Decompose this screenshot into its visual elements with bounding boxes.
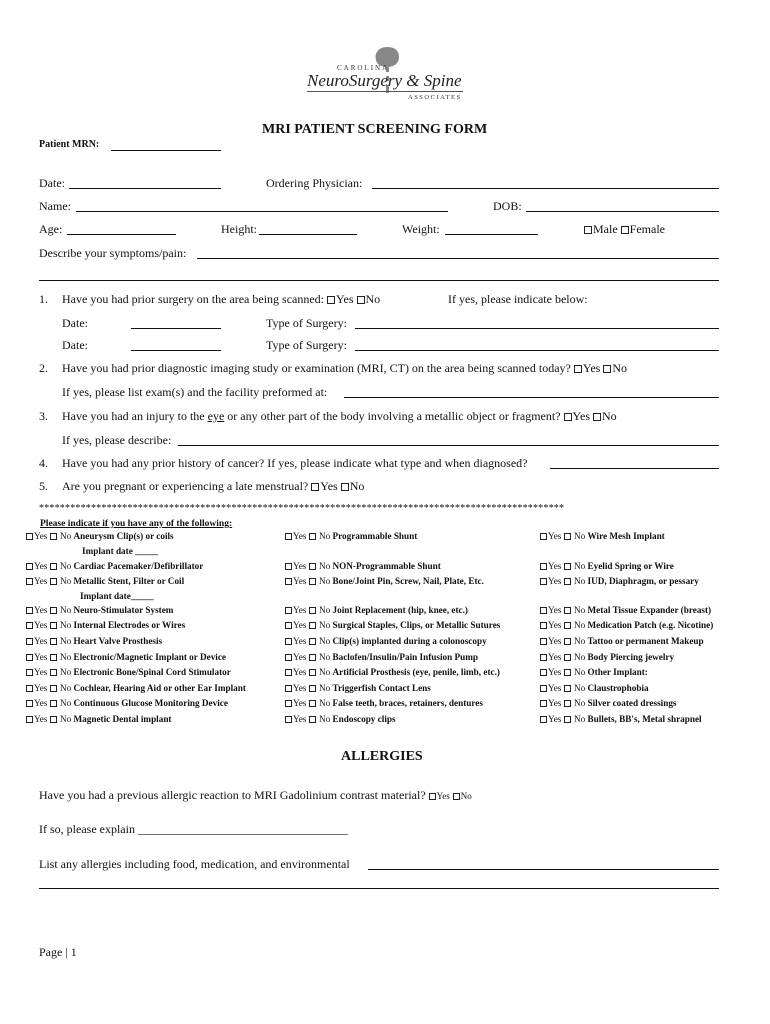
allergy-no-label: No — [460, 791, 472, 801]
q3-eye: eye — [207, 409, 225, 423]
checklist-col3-item — [540, 605, 711, 615]
checklist-col1-label: Cochlear, Hearing Aid or other Ear Implant — [73, 683, 246, 693]
q2-followup-field[interactable] — [344, 397, 719, 398]
q3-followup-field[interactable] — [178, 445, 719, 446]
no-checkbox[interactable] — [564, 622, 571, 629]
ordering-physician-field[interactable] — [372, 188, 719, 189]
no-checkbox[interactable] — [564, 533, 571, 540]
q2-no-label: No — [612, 361, 628, 375]
no-label: No — [318, 683, 331, 693]
symptoms-field[interactable] — [197, 258, 719, 259]
yes-checkbox[interactable] — [540, 685, 547, 692]
ordering-physician-label: Ordering Physician: — [266, 176, 363, 190]
implant-date-2[interactable]: Implant date_____ — [80, 591, 154, 601]
yes-label: Yes — [34, 620, 48, 630]
allergy-explain[interactable]: If so, please explain ___________________________________ — [39, 822, 348, 836]
checklist-col1-item — [26, 698, 228, 708]
checklist-col2-item — [285, 636, 487, 646]
checklist-col3-item — [540, 576, 699, 586]
allergies-heading: ALLERGIES — [341, 749, 423, 764]
q2-question: Have you had prior diagnostic imaging study or examination (MRI, CT) on the area being scanned today? — [62, 361, 571, 375]
no-checkbox[interactable] — [309, 578, 316, 585]
q5-number: 5. — [39, 479, 48, 493]
yes-checkbox[interactable] — [285, 700, 292, 707]
logo-divider — [307, 91, 463, 92]
yes-checkbox[interactable] — [540, 533, 547, 540]
yes-checkbox[interactable] — [285, 563, 292, 570]
no-label: No — [59, 698, 72, 708]
q4-number: 4. — [39, 456, 48, 470]
yes-checkbox[interactable] — [285, 669, 292, 676]
checklist-col3-label: Metal Tissue Expander (breast) — [587, 605, 712, 615]
yes-label: Yes — [293, 605, 307, 615]
no-label: No — [318, 620, 331, 630]
checklist-col3-label: Other Implant: — [587, 667, 648, 677]
q3-yes-checkbox[interactable] — [564, 413, 572, 421]
no-label: No — [573, 714, 586, 724]
q1-yes-label: Yes — [336, 292, 354, 306]
allergy-list-field[interactable] — [368, 869, 719, 870]
yes-label: Yes — [293, 576, 307, 586]
checklist-col1-label: Magnetic Dental implant — [73, 714, 172, 724]
no-label: No — [59, 652, 72, 662]
no-checkbox[interactable] — [309, 669, 316, 676]
yes-checkbox[interactable] — [285, 638, 292, 645]
no-checkbox[interactable] — [564, 685, 571, 692]
yes-checkbox[interactable] — [26, 622, 33, 629]
q5-yes-checkbox[interactable] — [311, 483, 319, 491]
yes-checkbox[interactable] — [285, 578, 292, 585]
checklist-col3-item — [540, 620, 713, 630]
no-label: No — [318, 636, 331, 646]
checklist-col1-label: Heart Valve Prosthesis — [73, 636, 163, 646]
yes-checkbox[interactable] — [26, 685, 33, 692]
no-checkbox[interactable] — [50, 563, 57, 570]
q2-text — [62, 361, 627, 376]
no-checkbox[interactable] — [309, 638, 316, 645]
checklist-col1-label: Internal Electrodes or Wires — [73, 620, 186, 630]
allergy-yes-checkbox[interactable] — [429, 793, 436, 800]
yes-checkbox[interactable] — [285, 654, 292, 661]
yes-checkbox[interactable] — [540, 716, 547, 723]
q1-date-field-1[interactable] — [131, 328, 221, 329]
checklist-col3-label: IUD, Diaphragm, or pessary — [587, 576, 699, 586]
yes-checkbox[interactable] — [26, 716, 33, 723]
yes-checkbox[interactable] — [540, 654, 547, 661]
yes-label: Yes — [548, 636, 562, 646]
no-checkbox[interactable] — [564, 578, 571, 585]
q1-followup: If yes, please indicate below: — [448, 292, 588, 306]
no-checkbox[interactable] — [50, 622, 57, 629]
allergy-question — [39, 788, 472, 803]
q1-no-checkbox[interactable] — [357, 296, 365, 304]
no-checkbox[interactable] — [50, 638, 57, 645]
male-checkbox[interactable] — [584, 226, 592, 234]
checklist-col2-item — [285, 698, 483, 708]
no-checkbox[interactable] — [564, 638, 571, 645]
q1-date-label-1: Date: — [62, 316, 88, 330]
yes-label: Yes — [548, 561, 562, 571]
checklist-col1-item — [26, 576, 184, 586]
q2-followup: If yes, please list exam(s) and the facility preformed at: — [62, 385, 328, 399]
q1-type-field-1[interactable] — [355, 328, 719, 329]
q2-number: 2. — [39, 361, 48, 375]
patient-mrn-label: Patient MRN: — [39, 139, 100, 150]
yes-label: Yes — [293, 652, 307, 662]
no-label: No — [318, 714, 331, 724]
yes-label: Yes — [548, 652, 562, 662]
form-title: MRI PATIENT SCREENING FORM — [262, 122, 488, 137]
no-checkbox[interactable] — [309, 563, 316, 570]
yes-label: Yes — [548, 698, 562, 708]
no-label: No — [573, 531, 586, 541]
yes-checkbox[interactable] — [285, 533, 292, 540]
yes-label: Yes — [34, 667, 48, 677]
checklist-col1-item — [26, 667, 231, 677]
no-label: No — [318, 667, 331, 677]
q3-text — [62, 409, 617, 424]
no-label: No — [573, 667, 586, 677]
checklist-col1-label: Electronic/Magnetic Implant or Device — [73, 652, 226, 662]
checklist-col2-label: Triggerfish Contact Lens — [332, 683, 431, 693]
yes-label: Yes — [34, 561, 48, 571]
yes-label: Yes — [548, 620, 562, 630]
yes-label: Yes — [34, 605, 48, 615]
symptoms-label: Describe your symptoms/pain: — [39, 246, 187, 260]
checklist-col2-label: NON-Programmable Shunt — [332, 561, 441, 571]
q1-date-field-2[interactable] — [131, 350, 221, 351]
no-checkbox[interactable] — [564, 716, 571, 723]
sex-options — [584, 222, 665, 237]
yes-label: Yes — [548, 683, 562, 693]
no-label: No — [59, 714, 72, 724]
no-label: No — [318, 561, 331, 571]
yes-label: Yes — [293, 531, 307, 541]
checklist-col1-label: Metallic Stent, Filter or Coil — [73, 576, 185, 586]
no-label: No — [59, 576, 72, 586]
checklist-col1-item — [26, 561, 203, 571]
logo-line1: CAROLINA — [337, 64, 390, 72]
checklist-col2-label: Endoscopy clips — [332, 714, 396, 724]
yes-checkbox[interactable] — [26, 669, 33, 676]
checklist-col2-item — [285, 620, 500, 630]
yes-checkbox[interactable] — [540, 578, 547, 585]
symptoms-field-line2[interactable] — [39, 280, 719, 281]
allergy-no-checkbox[interactable] — [453, 793, 460, 800]
no-checkbox[interactable] — [50, 669, 57, 676]
no-checkbox[interactable] — [50, 607, 57, 614]
no-checkbox[interactable] — [50, 533, 57, 540]
checklist-col1-item — [26, 620, 185, 630]
q5-no-checkbox[interactable] — [341, 483, 349, 491]
no-label: No — [59, 531, 72, 541]
no-checkbox[interactable] — [564, 654, 571, 661]
yes-checkbox[interactable] — [26, 607, 33, 614]
checklist-col1-label: Aneurysm Clip(s) or coils — [73, 531, 174, 541]
q1-question: Have you had prior surgery on the area being scanned: — [62, 292, 325, 306]
weight-field[interactable] — [445, 234, 538, 235]
q4-text: Have you had any prior history of cancer? If yes, please indicate what type and when diagnosed? — [62, 456, 528, 470]
no-checkbox[interactable] — [564, 700, 571, 707]
no-label: No — [318, 531, 331, 541]
q3-yes-label: Yes — [572, 409, 590, 423]
checklist-col1-label: Cardiac Pacemaker/Defibrillator — [73, 561, 204, 571]
q2-yes-label: Yes — [582, 361, 601, 375]
checklist-col1-label: Neuro-Stimulator System — [73, 605, 174, 615]
no-label: No — [573, 652, 586, 662]
q2-yes-checkbox[interactable] — [574, 365, 582, 373]
no-label: No — [573, 683, 586, 693]
yes-checkbox[interactable] — [285, 716, 292, 723]
q5-no-label: No — [349, 479, 365, 493]
yes-checkbox[interactable] — [540, 622, 547, 629]
checklist-col2-item — [285, 667, 500, 677]
q1-date-label-2: Date: — [62, 338, 88, 352]
date-label: Date: — [39, 176, 65, 190]
q2-no-checkbox[interactable] — [603, 365, 611, 373]
yes-checkbox[interactable] — [540, 563, 547, 570]
yes-label: Yes — [293, 620, 307, 630]
yes-label: Yes — [34, 714, 48, 724]
checklist-col2-label: Joint Replacement (hip, knee, etc.) — [332, 605, 468, 615]
no-label: No — [573, 561, 586, 571]
no-checkbox[interactable] — [50, 578, 57, 585]
no-checkbox[interactable] — [309, 654, 316, 661]
q3-question-a: Have you had an injury to the — [62, 409, 208, 423]
yes-label: Yes — [293, 714, 307, 724]
q3-number: 3. — [39, 409, 48, 423]
yes-label: Yes — [293, 667, 307, 677]
allergy-yes-label: Yes — [436, 791, 450, 801]
no-checkbox[interactable] — [309, 622, 316, 629]
yes-label: Yes — [293, 561, 307, 571]
q1-no-label: No — [365, 292, 381, 306]
yes-label: Yes — [548, 714, 562, 724]
date-field[interactable] — [69, 188, 221, 189]
no-label: No — [59, 620, 72, 630]
no-label: No — [573, 636, 586, 646]
checklist-col3-label: Bullets, BB's, Metal shrapnel — [587, 714, 702, 724]
page-number: Page | 1 — [39, 945, 77, 959]
checklist-col1-label: Electronic Bone/Spinal Cord Stimulator — [73, 667, 231, 677]
checklist-col1-item — [26, 531, 174, 541]
yes-label: Yes — [34, 683, 48, 693]
male-label: Male — [593, 222, 618, 236]
age-field[interactable] — [67, 234, 176, 235]
q3-question-b: or any other part of the body involving a metallic object or fragment? — [224, 409, 561, 423]
checklist-col3-label: Wire Mesh Implant — [587, 531, 665, 541]
no-label: No — [59, 667, 72, 677]
checklist-col3-label: Body Piercing jewelry — [587, 652, 675, 662]
checklist-col3-item — [540, 698, 677, 708]
yes-checkbox[interactable] — [26, 533, 33, 540]
checklist-col3-item — [540, 531, 665, 541]
no-label: No — [573, 698, 586, 708]
checklist-col3-label: Medication Patch (e.g. Nicotine) — [587, 620, 714, 630]
yes-checkbox[interactable] — [540, 700, 547, 707]
yes-label: Yes — [34, 531, 48, 541]
no-label: No — [318, 605, 331, 615]
yes-checkbox[interactable] — [26, 654, 33, 661]
yes-checkbox[interactable] — [540, 669, 547, 676]
checklist-col3-item — [540, 683, 649, 693]
q1-type-label-2: Type of Surgery: — [266, 338, 347, 352]
name-label: Name: — [39, 199, 71, 213]
yes-checkbox[interactable] — [26, 578, 33, 585]
yes-label: Yes — [548, 576, 562, 586]
no-checkbox[interactable] — [50, 700, 57, 707]
yes-label: Yes — [548, 667, 562, 677]
allergy-question-text: Have you had a previous allergic reaction to MRI Gadolinium contrast material? — [39, 788, 426, 802]
female-label: Female — [629, 222, 665, 236]
checklist-col2-label: Programmable Shunt — [332, 531, 418, 541]
height-label: Height: — [221, 222, 257, 236]
checklist-col1-item — [26, 605, 173, 615]
no-checkbox[interactable] — [564, 607, 571, 614]
allergy-list-label: List any allergies including food, medication, and environmental — [39, 857, 350, 871]
q5-text — [62, 479, 364, 494]
checklist-col3-label: Claustrophobia — [587, 683, 649, 693]
yes-label: Yes — [34, 576, 48, 586]
no-label: No — [573, 576, 586, 586]
q1-type-field-2[interactable] — [355, 350, 719, 351]
yes-checkbox[interactable] — [540, 607, 547, 614]
checklist-col2-item — [285, 652, 478, 662]
implant-date-1[interactable]: Implant date _____ — [82, 546, 159, 556]
separator-stars: ***************************************************************************************************** — [39, 503, 565, 514]
no-checkbox[interactable] — [50, 716, 57, 723]
no-label: No — [59, 683, 72, 693]
checklist-col3-label: Tattoo or permanent Makeup — [587, 636, 704, 646]
checklist-col1-item — [26, 636, 162, 646]
no-checkbox[interactable] — [50, 654, 57, 661]
yes-checkbox[interactable] — [26, 700, 33, 707]
checklist-col2-item — [285, 531, 417, 541]
checklist-col2-label: Surgical Staples, Clips, or Metallic Sutures — [332, 620, 501, 630]
yes-checkbox[interactable] — [285, 685, 292, 692]
no-label: No — [59, 561, 72, 571]
checklist-heading: Please indicate if you have any of the following: — [40, 519, 233, 529]
yes-label: Yes — [293, 683, 307, 693]
no-checkbox[interactable] — [50, 685, 57, 692]
checklist-col2-item — [285, 605, 468, 615]
q1-type-label-1: Type of Surgery: — [266, 316, 347, 330]
q1-yes-checkbox[interactable] — [327, 296, 335, 304]
yes-label: Yes — [34, 652, 48, 662]
yes-label: Yes — [293, 636, 307, 646]
yes-label: Yes — [34, 636, 48, 646]
height-field[interactable] — [259, 234, 357, 235]
checklist-col2-item — [285, 561, 441, 571]
checklist-col1-item — [26, 683, 246, 693]
q4-field[interactable] — [550, 468, 719, 469]
no-checkbox[interactable] — [309, 700, 316, 707]
checklist-col3-item — [540, 561, 674, 571]
logo-line2: NeuroSurgery & Spine — [307, 71, 462, 90]
yes-label: Yes — [293, 698, 307, 708]
checklist-col3-label: Silver coated dressings — [587, 698, 677, 708]
no-checkbox[interactable] — [309, 685, 316, 692]
no-checkbox[interactable] — [564, 669, 571, 676]
no-checkbox[interactable] — [309, 533, 316, 540]
q5-yes-label: Yes — [320, 479, 338, 493]
q5-question: Are you pregnant or experiencing a late menstrual? — [62, 479, 309, 493]
checklist-col3-item — [540, 714, 702, 724]
checklist-col2-item — [285, 576, 484, 586]
q1-number: 1. — [39, 292, 48, 306]
no-checkbox[interactable] — [564, 563, 571, 570]
no-checkbox[interactable] — [309, 607, 316, 614]
checklist-col1-label: Continuous Glucose Monitoring Device — [73, 698, 228, 708]
checklist-col3-item — [540, 636, 704, 646]
q3-no-checkbox[interactable] — [593, 413, 601, 421]
no-label: No — [59, 636, 72, 646]
checklist-col2-label: Clip(s) implanted during a colonoscopy — [332, 636, 487, 646]
no-label: No — [318, 652, 331, 662]
age-label: Age: — [39, 222, 63, 236]
yes-checkbox[interactable] — [26, 563, 33, 570]
name-field[interactable] — [76, 211, 448, 212]
yes-checkbox[interactable] — [285, 622, 292, 629]
checklist-col2-item — [285, 683, 431, 693]
q1-text — [62, 292, 380, 307]
dob-field[interactable] — [526, 211, 719, 212]
logo-line3: ASSOCIATES — [408, 94, 462, 101]
dob-label: DOB: — [493, 199, 522, 213]
yes-label: Yes — [548, 531, 562, 541]
patient-mrn-field[interactable] — [111, 150, 221, 151]
yes-checkbox[interactable] — [540, 638, 547, 645]
no-checkbox[interactable] — [309, 716, 316, 723]
checklist-col3-label: Eyelid Spring or Wire — [587, 561, 674, 571]
checklist-col3-item — [540, 667, 648, 677]
checklist-col2-label: Baclofen/Insulin/Pain Infusion Pump — [332, 652, 479, 662]
q3-followup: If yes, please describe: — [62, 433, 172, 447]
checklist-col2-label: Bone/Joint Pin, Screw, Nail, Plate, Etc. — [332, 576, 484, 586]
checklist-col2-label: Artificial Prosthesis (eye, penile, limb, etc.) — [332, 667, 500, 677]
checklist-col3-item — [540, 652, 674, 662]
q3-no-label: No — [602, 409, 617, 423]
yes-label: Yes — [548, 605, 562, 615]
checklist-col2-item — [285, 714, 396, 724]
no-label: No — [318, 698, 331, 708]
female-checkbox[interactable] — [621, 226, 629, 234]
no-label: No — [573, 620, 586, 630]
weight-label: Weight: — [402, 222, 440, 236]
checklist-col2-label: False teeth, braces, retainers, dentures — [332, 698, 483, 708]
no-label: No — [59, 605, 72, 615]
checklist-col1-item — [26, 652, 226, 662]
yes-checkbox[interactable] — [285, 607, 292, 614]
checklist-col1-item — [26, 714, 172, 724]
yes-checkbox[interactable] — [26, 638, 33, 645]
no-label: No — [573, 605, 586, 615]
yes-label: Yes — [34, 698, 48, 708]
allergy-list-field-line2[interactable] — [39, 888, 719, 889]
no-label: No — [318, 576, 331, 586]
